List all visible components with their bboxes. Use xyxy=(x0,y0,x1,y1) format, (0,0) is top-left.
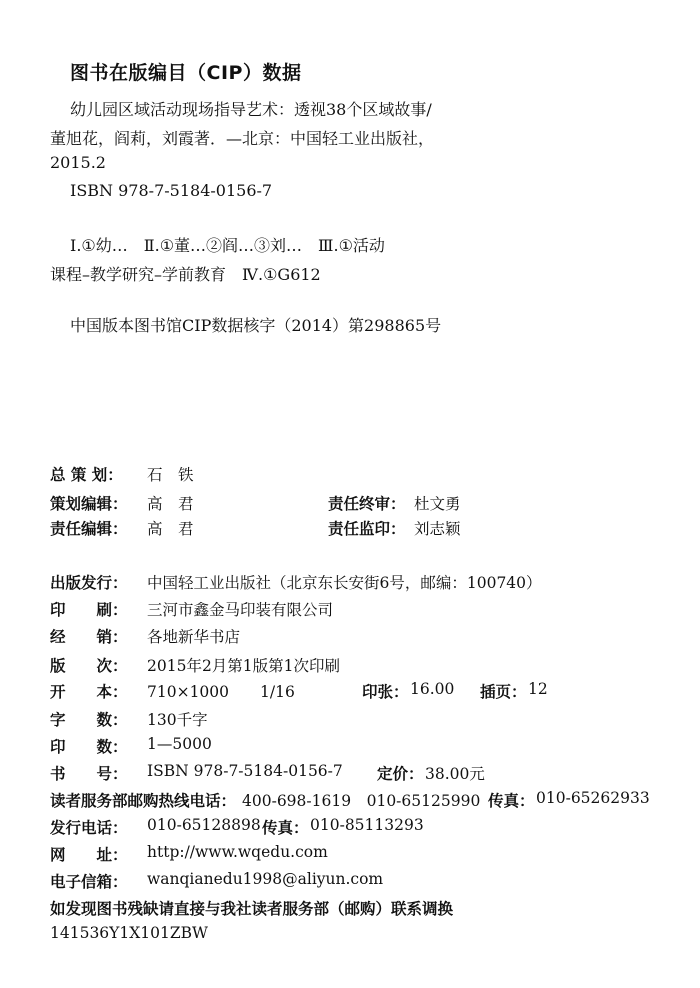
format-row xyxy=(50,680,670,704)
sales-fax-label: 传真： xyxy=(262,819,309,837)
format-value: 710×1000 1/16 xyxy=(147,683,295,701)
planner-row xyxy=(50,463,650,487)
distributor-row xyxy=(50,625,650,649)
email-link[interactable]: wanqianedu1998@aliyun.com xyxy=(147,870,384,888)
publisher-value: 中国轻工业出版社（北京东长安街6号，邮编：100740） xyxy=(147,574,542,592)
price-value: 38.00元 xyxy=(425,765,485,783)
words-row xyxy=(50,708,650,732)
print-supervisor-label: 责任监印： xyxy=(328,520,406,538)
sales-fax-value: 010-85113293 xyxy=(310,816,424,834)
copies-label: 印 数： xyxy=(50,738,128,756)
sheets-label: 印张： xyxy=(362,683,409,701)
edition-label: 版 次： xyxy=(50,657,128,675)
cip-record-number: 中国版本图书馆CIP数据核字（2014）第298865号 xyxy=(70,316,442,335)
publisher-row xyxy=(50,571,670,595)
cip-classification-line-2: 课程–教学研究–学前教育 Ⅳ.①G612 xyxy=(50,265,321,284)
print-supervisor-value: 刘志颖 xyxy=(414,520,461,538)
plan-editor-label: 策划编辑： xyxy=(50,495,128,513)
cip-authors-line: 董旭花，阎莉，刘霞著．—北京：中国轻工业出版社， xyxy=(50,129,435,148)
isbn-row xyxy=(50,762,670,786)
editor-label: 责任编辑： xyxy=(50,520,128,538)
cip-isbn-line: ISBN 978-7-5184-0156-7 xyxy=(70,181,273,200)
fax-label: 传真： xyxy=(488,792,535,810)
reader-service-label: 读者服务部邮购热线电话： xyxy=(50,792,237,810)
reader-service-row xyxy=(50,789,690,813)
sheets-value: 16.00 xyxy=(410,680,455,698)
editor-row xyxy=(50,517,650,541)
website-label: 网 址： xyxy=(50,846,128,864)
cip-title: 图书在版编目（CIP）数据 xyxy=(70,62,302,84)
copies-row xyxy=(50,735,650,759)
isbn-value: ISBN 978-7-5184-0156-7 xyxy=(147,762,343,780)
cip-date-line: 2015.2 xyxy=(50,153,106,172)
website-row xyxy=(50,843,650,867)
final-review-label: 责任终审： xyxy=(328,495,406,513)
words-label: 字 数： xyxy=(50,711,128,729)
format-label: 开 本： xyxy=(50,683,128,701)
product-code: 141536Y1X101ZBW xyxy=(50,924,208,942)
distributor-label: 经 销： xyxy=(50,628,128,646)
printer-label: 印 刷： xyxy=(50,601,128,619)
editor-value: 高 君 xyxy=(147,520,194,538)
edition-row xyxy=(50,654,650,678)
planner-value: 石 铁 xyxy=(147,466,194,484)
price-label: 定价： xyxy=(377,765,424,783)
planner-label: 总 策 划： xyxy=(50,466,123,484)
website-link[interactable]: http://www.wqedu.com xyxy=(147,843,328,861)
reader-service-value: 400-698-1619 010-65125990 xyxy=(242,792,481,810)
isbn-label: 书 号： xyxy=(50,765,128,783)
email-label: 电子信箱： xyxy=(50,873,128,891)
sales-phone-value: 010-65128898 xyxy=(147,816,261,834)
plates-value: 12 xyxy=(528,680,548,698)
defect-notice: 如发现图书残缺请直接与我社读者服务部（邮购）联系调换 xyxy=(50,900,454,918)
copies-value: 1—5000 xyxy=(147,735,212,753)
publisher-label: 出版发行： xyxy=(50,574,128,592)
email-row xyxy=(50,870,650,894)
plates-label: 插页： xyxy=(480,683,527,701)
edition-value: 2015年2月第1版第1次印刷 xyxy=(147,657,341,675)
final-review-value: 杜文勇 xyxy=(414,495,461,513)
sales-phone-row xyxy=(50,816,650,840)
plan-editor-value: 高 君 xyxy=(147,495,194,513)
printer-value: 三河市鑫金马印装有限公司 xyxy=(147,601,334,619)
sales-phone-label: 发行电话： xyxy=(50,819,128,837)
plan-editor-row xyxy=(50,492,650,516)
cip-classification-line-1: Ⅰ.①幼… Ⅱ.①董…②阎…③刘… Ⅲ.①活动 xyxy=(70,236,385,255)
cip-book-title-line: 幼儿园区域活动现场指导艺术：透视38个区域故事/ xyxy=(70,100,432,119)
printer-row xyxy=(50,598,650,622)
fax-value: 010-65262933 xyxy=(536,789,650,807)
words-value: 130千字 xyxy=(147,711,208,729)
distributor-value: 各地新华书店 xyxy=(147,628,241,646)
